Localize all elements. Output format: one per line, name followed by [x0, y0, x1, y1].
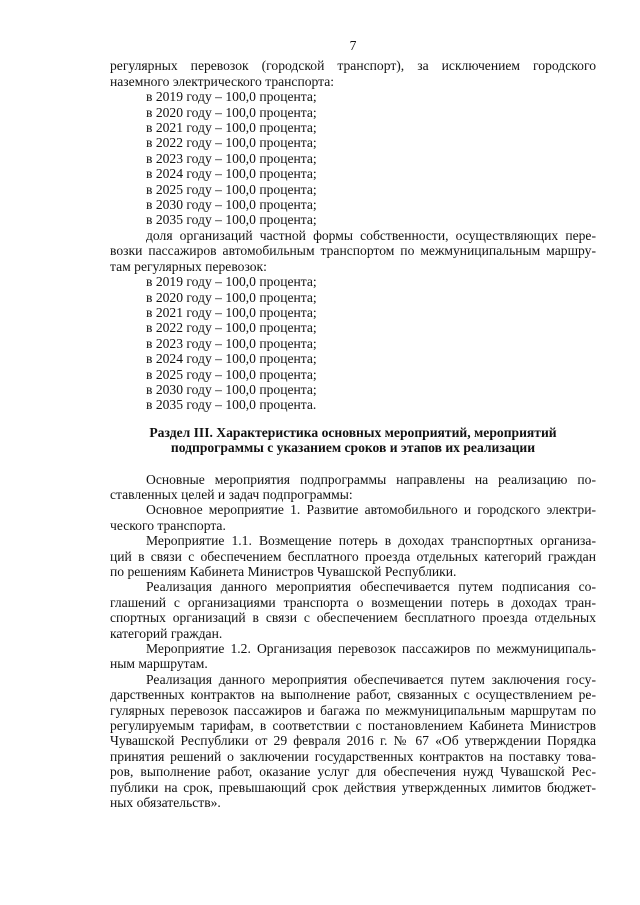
list-item: в 2030 году – 100,0 процента; [146, 197, 317, 213]
list-item: в 2021 году – 100,0 процента; [146, 120, 317, 136]
text-line: ческого транспорта. [110, 517, 226, 533]
text-line: наземного электрического транспорта: [110, 73, 335, 89]
text-line: ных обязательств». [110, 795, 221, 811]
text-line: дарственных контрактов на выполнение работ, связанных с осуществлением ре- [110, 687, 596, 703]
text-line: ставленных целей и задач подпрограммы: [110, 486, 353, 502]
paragraph-activity-1-1 [110, 533, 596, 579]
list-item: в 2019 году – 100,0 процента; [146, 274, 317, 290]
paragraph-main-activity-1 [110, 502, 596, 533]
text-line: глашений с организациями транспорта о возмещении потерь в доходах тран- [110, 594, 596, 610]
text-line: ций в связи с обеспечением бесплатного проезда отдельных категорий граждан [110, 548, 596, 564]
text-line: Реализация данного мероприятия обеспечивается путем подписания со- [146, 579, 596, 595]
list-item: в 2024 году – 100,0 процента; [146, 166, 317, 182]
list-item: в 2030 году – 100,0 процента; [146, 381, 317, 397]
list-item: в 2019 году – 100,0 процента; [146, 89, 317, 105]
text-line: по решениям Кабинета Министров Чувашской Республики. [110, 564, 457, 579]
text-line: регулируемым тарифам, в соответствии с постановлением Кабинета Министров [110, 718, 596, 734]
text-line: Реализация данного мероприятия обеспечивается путем заключения госу- [146, 671, 596, 687]
page-number: 7 [349, 38, 357, 53]
text-line: категорий граждан. [110, 625, 223, 641]
paragraph-intro [110, 472, 596, 503]
intro-paragraph [110, 58, 596, 89]
section-title-line: Раздел III. Характеристика основных мероприятий, мероприятий [149, 424, 557, 440]
text-line: возки пассажиров автомобильным транспортом по межмуниципальным маршру- [110, 243, 596, 259]
text-line: регулярных перевозок (городской транспорт), за исключением городского [110, 58, 596, 74]
section-title [110, 425, 596, 456]
text-line: Мероприятие 1.1. Возмещение потерь в доходах транспортных организа- [146, 533, 596, 549]
target-values-list-2 [110, 274, 596, 413]
text-line: ров, выполнение работ, оказание услуг для обеспечения нужд Чувашской Рес- [110, 764, 596, 780]
list-item: в 2035 году – 100,0 процента. [146, 397, 317, 413]
list-item: в 2025 году – 100,0 процента; [146, 366, 317, 382]
paragraph-activity-1-1-implementation [110, 579, 596, 641]
text-line: доля организаций частной формы собственности, осуществляющих пере- [146, 227, 596, 243]
list-item: в 2025 году – 100,0 процента; [146, 181, 317, 197]
share-indicator-paragraph [110, 228, 596, 274]
target-values-list-1 [110, 89, 596, 228]
text-line: Основное мероприятие 1. Развитие автомобильного и городского электри- [146, 502, 596, 518]
list-item: в 2035 году – 100,0 процента; [146, 212, 317, 228]
text-line: ным маршрутам. [110, 656, 208, 672]
list-item: в 2022 году – 100,0 процента; [146, 320, 317, 336]
text-line: там регулярных перевозок: [110, 258, 267, 274]
list-item: в 2021 году – 100,0 процента; [146, 304, 317, 320]
text-line: принятия решений о заключении государственных контрактов на поставку това- [110, 748, 596, 764]
text-line: Основные мероприятия подпрограммы направлены на реализацию по- [146, 471, 596, 487]
text-line: публики на срок, превышающий срок действия утвержденных лимитов бюджет- [110, 779, 596, 795]
list-item: в 2020 году – 100,0 процента; [146, 289, 317, 305]
document-page [110, 38, 596, 811]
text-line: Чувашской Республики от 29 февраля 2016 г. № 67 «Об утверждении Порядка [110, 733, 596, 749]
list-item: в 2024 году – 100,0 процента; [146, 351, 317, 367]
list-item: в 2023 году – 100,0 процента; [146, 335, 317, 351]
list-item: в 2020 году – 100,0 процента; [146, 104, 317, 120]
list-item: в 2022 году – 100,0 процента; [146, 135, 317, 151]
paragraph-activity-1-2-implementation [110, 672, 596, 811]
text-line: спортных организаций в связи с обеспечением бесплатного проезда отдельных [110, 610, 596, 626]
text-line: гулярных перевозок пассажиров и багажа по межмуниципальным маршрутам по [110, 702, 596, 718]
text-line: Мероприятие 1.2. Организация перевозок пассажиров по межмуниципаль- [146, 641, 596, 657]
paragraph-activity-1-2 [110, 641, 596, 672]
section-title-line: подпрограммы с указанием сроков и этапов их реализации [170, 440, 536, 456]
list-item: в 2023 году – 100,0 процента; [146, 150, 317, 166]
